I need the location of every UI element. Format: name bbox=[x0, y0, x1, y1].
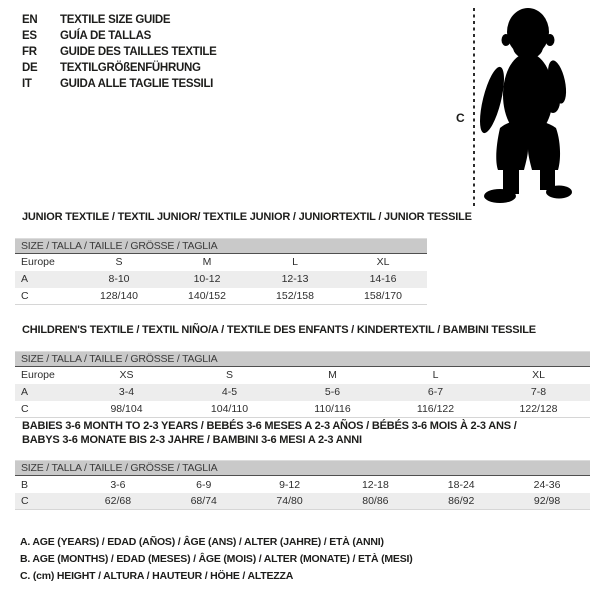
table-row bbox=[15, 493, 590, 510]
height-cell: 80/86 bbox=[362, 495, 389, 507]
height-cell: 74/80 bbox=[276, 495, 303, 507]
footnote-a: A. AGE (YEARS) / EDAD (AÑOS) / ÂGE (ANS) / ALTER (JAHRE) / ETÀ (ANNI) bbox=[20, 536, 384, 548]
size-header-band: SIZE / TALLA / TAILLE / GRÖSSE / TAGLIA bbox=[15, 460, 590, 476]
height-cell: 104/110 bbox=[210, 402, 249, 415]
height-cell: 158/170 bbox=[364, 289, 402, 302]
toddler-silhouette-icon bbox=[475, 8, 572, 203]
age-cell: 4-5 bbox=[221, 386, 238, 398]
height-cell: 152/158 bbox=[276, 289, 314, 302]
row-label: B bbox=[21, 478, 29, 491]
table-title: JUNIOR TEXTILE / TEXTIL JUNIOR/ TEXTILE JUNIOR / JUNIORTEXTIL / JUNIOR TESSILE bbox=[22, 211, 472, 223]
footnote-c: C. (cm) HEIGHT / ALTURA / HAUTEUR / HÖHE / ALTEZZA bbox=[20, 570, 294, 582]
table-row bbox=[15, 384, 590, 401]
language-title: TEXTILGRÖßENFÜHRUNG bbox=[60, 62, 201, 74]
childrens-textile-table bbox=[15, 324, 590, 418]
language-title: TEXTILE SIZE GUIDE bbox=[60, 14, 171, 26]
age-cell: 14-16 bbox=[369, 273, 397, 285]
height-cell: 116/122 bbox=[416, 402, 455, 415]
size-cell: S bbox=[115, 256, 123, 268]
measure-label-c: C bbox=[456, 111, 465, 125]
height-cell: 128/140 bbox=[100, 289, 138, 302]
age-cell: 9-12 bbox=[279, 478, 301, 491]
size-cell: XS bbox=[119, 369, 134, 381]
table-title: CHILDREN'S TEXTILE / TEXTIL NIÑO/A / TEXTILE DES ENFANTS / KINDERTEXTIL / BAMBINI TESSILE bbox=[22, 324, 536, 336]
language-row-it bbox=[22, 76, 217, 92]
age-cell: 5-6 bbox=[324, 386, 341, 398]
size-cell: XL bbox=[532, 369, 545, 381]
row-label: Europe bbox=[21, 256, 55, 268]
size-cell: M bbox=[328, 369, 337, 381]
height-cell: 110/116 bbox=[314, 402, 351, 415]
junior-textile-table bbox=[15, 211, 472, 305]
age-cell: 12-13 bbox=[281, 273, 309, 285]
language-code: ES bbox=[22, 30, 37, 42]
height-cell: 62/68 bbox=[104, 495, 132, 507]
size-cell: L bbox=[432, 369, 439, 381]
height-cell: 68/74 bbox=[190, 495, 217, 507]
age-cell: 6-7 bbox=[427, 386, 444, 398]
row-label: A bbox=[21, 273, 29, 285]
language-title: GUÍA DE TALLAS bbox=[60, 30, 151, 42]
age-cell: 8-10 bbox=[108, 273, 130, 285]
footnote-b: B. AGE (MONTHS) / EDAD (MESES) / ÂGE (MOIS) / ALTER (MONATE) / ETÀ (MESI) bbox=[20, 553, 413, 565]
age-cell: 7-8 bbox=[530, 386, 547, 398]
height-cell: 86/92 bbox=[448, 495, 475, 507]
height-cell: 98/104 bbox=[110, 402, 143, 415]
age-cell: 3-6 bbox=[110, 478, 126, 491]
language-row-es bbox=[22, 28, 217, 44]
table-row bbox=[15, 288, 427, 305]
size-cell: S bbox=[225, 369, 233, 381]
language-code: FR bbox=[22, 46, 37, 58]
language-row-de bbox=[22, 60, 217, 76]
language-row-fr bbox=[22, 44, 217, 60]
row-label: Europe bbox=[21, 369, 55, 381]
table-row bbox=[15, 401, 590, 418]
table-row bbox=[15, 254, 427, 271]
age-cell: 24-36 bbox=[533, 478, 561, 491]
height-cell: 140/152 bbox=[188, 289, 226, 302]
row-label: C bbox=[21, 402, 29, 415]
language-title: GUIDE DES TAILLES TEXTILE bbox=[60, 46, 217, 58]
height-cell: 92/98 bbox=[533, 495, 561, 507]
size-cell: L bbox=[292, 256, 298, 268]
size-cell: XL bbox=[376, 256, 390, 268]
row-label: C bbox=[21, 289, 29, 302]
language-code: EN bbox=[22, 14, 38, 26]
age-cell: 10-12 bbox=[193, 273, 221, 285]
size-header-band: SIZE / TALLA / TAILLE / GRÖSSE / TAGLIA bbox=[15, 238, 427, 254]
age-cell: 3-4 bbox=[118, 386, 135, 398]
height-figure bbox=[440, 0, 600, 215]
table-row bbox=[15, 367, 590, 384]
babies-textile-table bbox=[15, 420, 590, 510]
language-code: DE bbox=[22, 62, 38, 74]
table-title-line1: BABIES 3-6 MONTH TO 2-3 YEARS / BEBÉS 3-6 MESES A 2-3 AÑOS / BÉBÉS 3-6 MOIS À 2-3 ANS / bbox=[22, 420, 517, 432]
age-cell: 18-24 bbox=[447, 478, 475, 491]
height-cell: 122/128 bbox=[519, 402, 558, 415]
table-title-line2: BABYS 3-6 MONATE BIS 2-3 JAHRE / BAMBINI 3-6 MESI A 2-3 ANNI bbox=[22, 433, 362, 446]
size-header-band: SIZE / TALLA / TAILLE / GRÖSSE / TAGLIA bbox=[15, 351, 590, 367]
legend-footnotes bbox=[20, 534, 413, 585]
language-guide bbox=[22, 12, 217, 92]
row-label: C bbox=[21, 495, 29, 507]
row-label: A bbox=[21, 386, 29, 398]
language-title: GUIDA ALLE TAGLIE TESSILI bbox=[60, 78, 214, 90]
table-row bbox=[15, 476, 590, 493]
table-row bbox=[15, 271, 427, 288]
age-cell: 6-9 bbox=[196, 478, 212, 491]
size-cell: M bbox=[202, 256, 212, 268]
language-row-en bbox=[22, 12, 217, 28]
age-cell: 12-18 bbox=[361, 478, 389, 491]
language-code: IT bbox=[22, 78, 32, 90]
